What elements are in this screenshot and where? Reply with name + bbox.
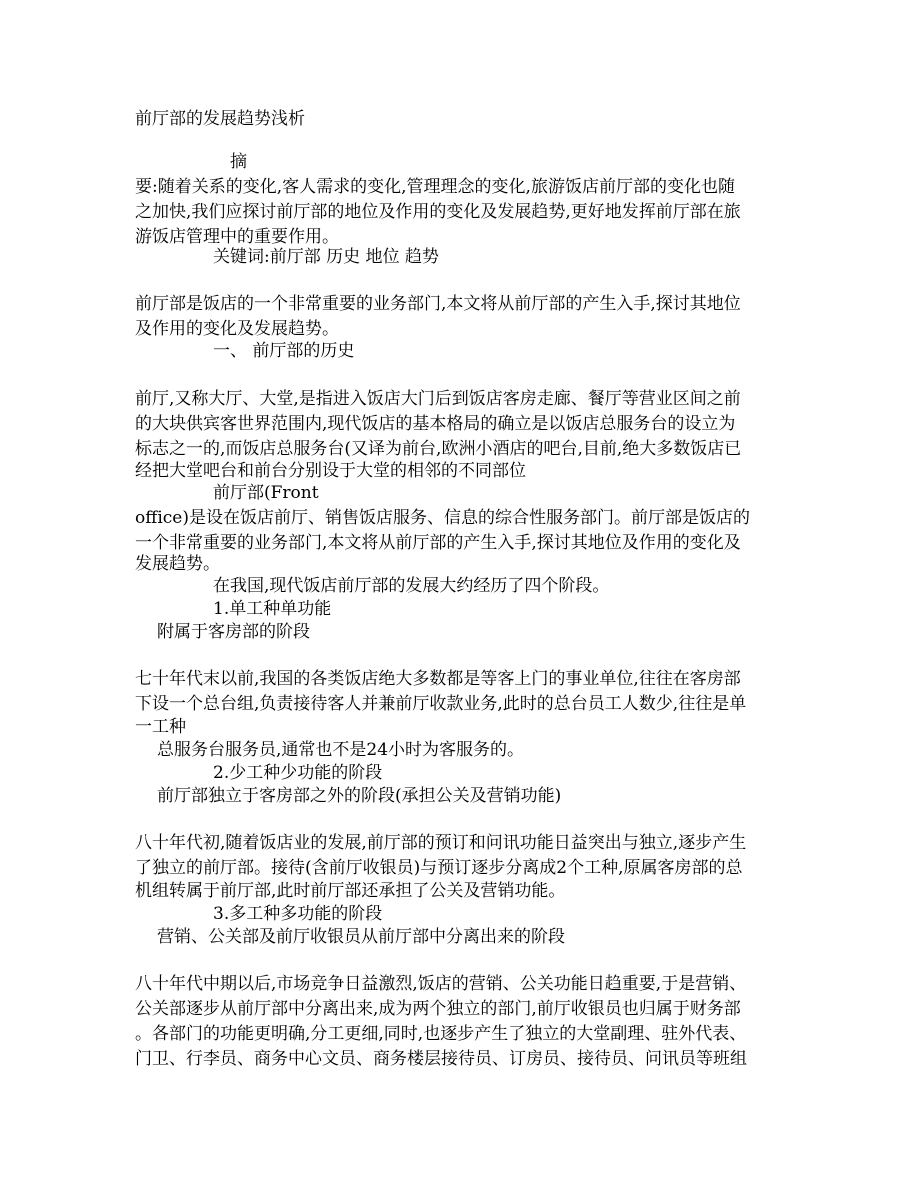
abstract-line: 要:随着关系的变化,客人需求的变化,管理理念的变化,旅游饭店前厅部的变化也随 — [135, 177, 735, 197]
body-line: 了独立的前厅部。接待(含前厅收银员)与预订逐步分离成2个工种,原属客房部的总 — [135, 858, 743, 878]
document-title: 前厅部的发展趋势浅析 — [135, 109, 305, 129]
body-line: 下设一个总台组,负责接待客人并兼前厅收款业务,此时的总台员工人数少,往往是单 — [135, 694, 747, 714]
body-line: 在我国,现代饭店前厅部的发展大约经历了四个阶段。 — [213, 576, 610, 596]
body-line: 一个非常重要的业务部门,本文将从前厅部的产生入手,探讨其地位及作用的变化及 — [135, 533, 741, 553]
keywords-line: 关键词:前厅部 历史 地位 趋势 — [213, 247, 439, 267]
intro-line: 及作用的变化及发展趋势。 — [135, 319, 339, 339]
body-line: 七十年代末以前,我国的各类饭店绝大多数都是等客上门的事业单位,往往在客房部 — [135, 669, 741, 689]
body-line: 的大块供宾客世界范围内,现代饭店的基本格局的确立是以饭店总服务台的设立为 — [135, 414, 736, 434]
body-line: 标志之一的,而饭店总服务台(又译为前台,欧洲小酒店的吧台,目前,绝大多数饭店已 — [135, 439, 742, 459]
stage-heading: 1.单工种单功能 — [213, 599, 332, 619]
stage-subheading: 前厅部独立于客房部之外的阶段(承担公关及营销功能) — [157, 786, 562, 806]
stage-subheading: 营销、公关部及前厅收银员从前厅部中分离出来的阶段 — [157, 927, 565, 947]
stage-heading: 3.多工种多功能的阶段 — [213, 904, 383, 924]
body-line: office)是设在饭店前厅、销售饭店服务、信息的综合性服务部门。前厅部是饭店的 — [135, 508, 750, 528]
body-line: 公关部逐步从前厅部中分离出来,成为两个独立的部门,前厅收银员也归属于财务部 — [135, 999, 741, 1019]
body-line: 。各部门的功能更明确,分工更细,同时,也逐步产生了独立的大堂副理、驻外代表、 — [135, 1024, 747, 1044]
body-line: 机组转属于前厅部,此时前厅部还承担了公关及营销功能。 — [135, 881, 566, 901]
body-line: 一工种 — [135, 717, 186, 737]
abstract-label: 摘 — [230, 152, 247, 172]
abstract-line: 游饭店管理中的重要作用。 — [135, 227, 339, 247]
stage-subheading: 附属于客房部的阶段 — [157, 622, 310, 642]
intro-line: 前厅部是饭店的一个非常重要的业务部门,本文将从前厅部的产生入手,探讨其地位 — [135, 294, 741, 314]
body-line: 门卫、行李员、商务中心文员、商务楼层接待员、订房员、接待员、问讯员等班组 — [135, 1049, 747, 1069]
body-line: 八十年代初,随着饭店业的发展,前厅部的预订和问讯功能日益突出与独立,逐步产生 — [135, 833, 747, 853]
body-line: 经把大堂吧台和前台分别设于大堂的相邻的不同部位 — [135, 461, 526, 481]
section-heading: 一、 前厅部的历史 — [213, 341, 355, 361]
body-line: 发展趋势。 — [135, 554, 220, 574]
abstract-line: 之加快,我们应探讨前厅部的地位及作用的变化及发展趋势,更好地发挥前厅部在旅 — [135, 202, 741, 222]
stage-heading: 2.少工种少功能的阶段 — [213, 763, 383, 783]
body-line: 总服务台服务员,通常也不是24小时为客服务的。 — [157, 740, 525, 760]
body-line: 前厅,又称大厅、大堂,是指进入饭店大门后到饭店客房走廊、餐厅等营业区间之前 — [135, 389, 741, 409]
body-line: 八十年代中期以后,市场竞争日益激烈,饭店的营销、公关功能日趋重要,于是营销、 — [135, 974, 747, 994]
body-line: 前厅部(Front — [213, 483, 319, 503]
